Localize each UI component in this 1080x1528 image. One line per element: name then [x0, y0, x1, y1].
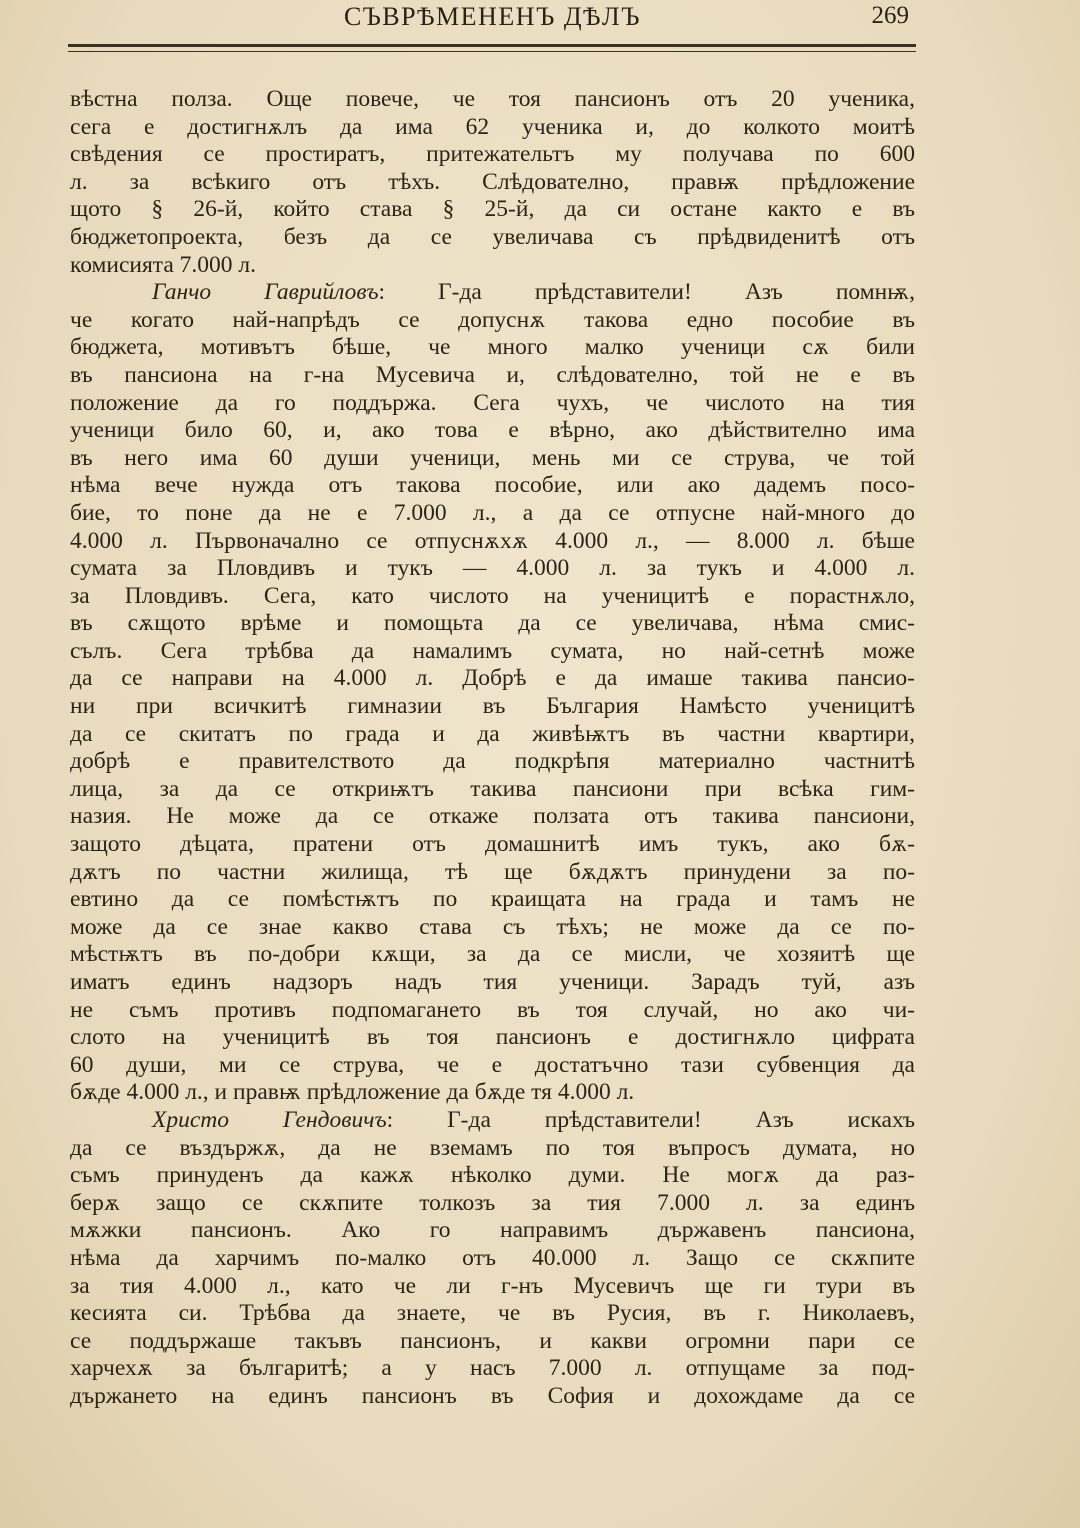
speech-opening: : Г-да прѣдставители! Азъ помнѭ, [378, 279, 915, 306]
text-line: лица, за да се откриѭтъ такива пансиони при всѣка гим- [70, 775, 915, 802]
text-line: мѫжки пансионъ. Ако го направимъ държавенъ пансиона, [70, 1217, 915, 1244]
text-line: щото § 26-й, който става § 25-й, да си остане както е въ [70, 196, 915, 223]
running-head [70, 2, 915, 36]
page-number: 269 [871, 2, 909, 29]
text-line: за тия 4.000 л., като че ли г-нъ Мусевичъ ще ги тури въ [70, 1272, 915, 1299]
text-line: 4.000 л. Първоначално се отпуснѫхѫ 4.000 л., — 8.000 л. бѣше [70, 527, 915, 554]
text-line: кесията си. Трѣбва да знаете, че въ Русия, въ г. Николаевъ, [70, 1300, 915, 1327]
text-line: берѫ защо се скѫпите толкозъ за тия 7.000 л. за единъ [70, 1189, 915, 1216]
text-line: ни при всичкитѣ гимназии въ България Намѣсто ученицитѣ [70, 693, 915, 720]
text-line: комисията 7.000 л. [70, 251, 257, 278]
text-line: бюджета, мотивътъ бѣше, че много малко ученици сѫ били [70, 334, 915, 361]
speaker-name: Христо Гендовичъ [152, 1106, 387, 1133]
text-line: че когато най-напрѣдъ се допуснѫ такова едно пособие въ [70, 306, 915, 333]
text-line: за Пловдивъ. Сега, като числото на ученицитѣ е порастнѫло, [70, 582, 915, 609]
text-line: бюджетопроекта, безъ да се увеличава съ прѣдвиденитѣ отъ [70, 223, 915, 250]
text-line: ученици било 60, и, ако това е вѣрно, ако дѣйствително има [70, 417, 915, 444]
text-line: сълъ. Сега трѣбва да намалимъ сумата, но най-сетнѣ може [70, 637, 915, 664]
paragraph-gendovich [70, 1107, 915, 1411]
text-line: съмъ принуденъ да кажѫ нѣколко думи. Не могѫ да раз- [70, 1162, 915, 1189]
text-line: 60 души, ми се струва, че е достатъчно тази субвенция да [70, 1051, 915, 1078]
speech-first-line [70, 1107, 915, 1135]
text-line: нѣма вече нужда отъ такова пособие, или ако дадемъ посо- [70, 472, 915, 499]
paragraph-ganchov [70, 279, 915, 1107]
running-title: СЪВРѢМЕНЕНЪ ДѢЛЪ [343, 2, 642, 31]
text-line: харчехѫ за българитѣ; а у насъ 7.000 л. отпущаме за под- [70, 1355, 915, 1382]
text-line: сумата за Пловдивъ и тукъ — 4.000 л. за тукъ и 4.000 л. [70, 555, 915, 582]
text-line: назия. Не може да се откаже ползата отъ такива пансиони, [70, 803, 915, 830]
text-line: се поддържаше такъвъ пансионъ, и какви огромни пари се [70, 1327, 915, 1354]
text-line: въ него има 60 души ученици, мень ми се струва, че той [70, 444, 915, 471]
speech-opening: : Г-да прѣдставители! Азъ искахъ [386, 1106, 915, 1133]
text-line: дѫтъ по частни жилища, тѣ ще бѫдѫтъ принудени за по- [70, 858, 915, 885]
text-line: държането на единъ пансионъ въ София и дохождаме да се [70, 1382, 915, 1409]
text-line: бие, то поне да не е 7.000 л., а да се отпусне най-много до [70, 499, 915, 526]
text-line: л. за всѣкиго отъ тѣхъ. Слѣдователно, правѭ прѣдложение [70, 168, 915, 195]
text-line: сега е достигнѫлъ да има 62 ученика и, до колкото моитѣ [70, 113, 915, 140]
text-line: иматъ единъ надзоръ надъ тия ученици. Зарадъ туй, азъ [70, 969, 915, 995]
text-line: може да се знае какво става съ тѣхъ; не може да се по- [70, 913, 915, 940]
text-line: да се въздържѫ, да не вземамъ по тоя въпросъ думата, но [70, 1134, 915, 1161]
text-line: бѫде 4.000 л., и правѭ прѣдложение да бѫде тя 4.000 л. [70, 1079, 635, 1106]
text-line: не съмъ противъ подпомагането въ тоя случай, но ако чи- [70, 996, 915, 1023]
text-line: слото на ученицитѣ въ тоя пансионъ е достигнѫло цифрата [70, 1024, 915, 1051]
text-line: мѣстѭтъ въ по-добри кѫщи, за да се мисли, че хозяитѣ ще [70, 941, 915, 968]
text-line: въ пансиона на г-на Мусевича и, слѣдователно, той не е въ [70, 361, 915, 388]
text-line: добрѣ е правителството да подкрѣпя материално частнитѣ [70, 748, 915, 775]
body-text [70, 86, 915, 1411]
header-rule-thin [68, 51, 916, 52]
text-line: евтино да се помѣстѭтъ по краищата на града и тамъ не [70, 886, 915, 913]
text-line: въ сѫщото врѣме и помощьта да се увеличава, нѣма смис- [70, 610, 915, 637]
header-rule-thick [68, 44, 916, 47]
paragraph-continuation [70, 86, 915, 279]
speech-first-line [70, 279, 915, 307]
speaker-name: Ганчо Гаврийловъ [152, 279, 379, 306]
text-line: да се скитатъ по града и да живѣѭтъ въ частни квартири, [70, 720, 915, 747]
text-line: положение да го поддържа. Сега чухъ, че числото на тия [70, 389, 915, 416]
text-line: вѣстна полза. Още повече, че тоя пансионъ отъ 20 ученика, [70, 86, 915, 112]
text-line: нѣма да харчимъ по-малко отъ 40.000 л. Защо се скѫпите [70, 1244, 915, 1271]
text-line: да се направи на 4.000 л. Добрѣ е да имаше такива пансио- [70, 665, 915, 692]
text-line: свѣдения се простиратъ, притежательтъ му получава по 600 [70, 141, 915, 168]
text-line: защото дѣцата, пратени отъ домашнитѣ имъ тукъ, ако бѫ- [70, 831, 915, 858]
